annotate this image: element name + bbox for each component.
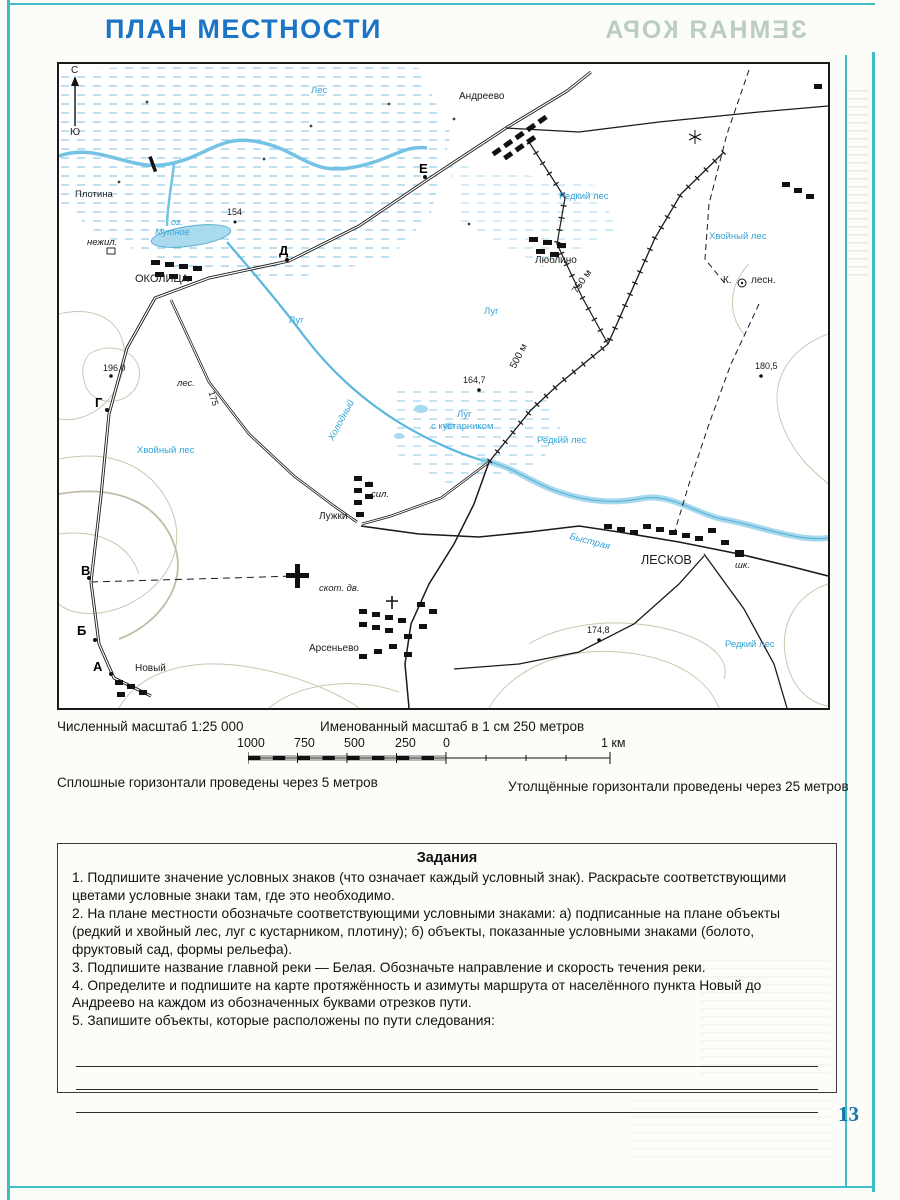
map-label: 750 м [570, 267, 595, 296]
map-label: 175 [206, 389, 221, 408]
map-label: В [81, 563, 91, 578]
map-label: Редкий лес [559, 191, 609, 202]
tasks-heading: Задания [416, 850, 478, 866]
map-label: Луг [484, 306, 499, 317]
map-label: Д [279, 243, 289, 258]
map-label: лес. [177, 378, 195, 389]
bleed-through-strip [846, 90, 868, 280]
task-item: 4. Определите и подпишите на карте протяжённость и азимуты маршрута от населённого пункта Новый до Андреево на каждом из обозначенных буквами отрезков пути. [72, 977, 762, 1011]
map-label: 174,8 [587, 625, 610, 635]
map-label: Люблино [535, 255, 577, 266]
frame-right-outer [872, 52, 875, 1192]
bold-contours-note: Утолщённые горизонтали проведены через 25 метров [508, 779, 849, 794]
scale-bar [248, 752, 618, 766]
map-label: сил. [371, 489, 390, 500]
map-label: оз. [171, 217, 183, 227]
bleed-through-title: ЗЕМНАЯ КОРА [603, 16, 807, 44]
task-item: 1. Подпишите значение условных знаков (что означает каждый условный знак). Раскрасьте соответствующими цветами условные знаки там, где это необходимо. [72, 870, 787, 903]
map-label: Новый [135, 663, 166, 674]
named-scale-label: Именованный масштаб в 1 см 250 метров [320, 719, 585, 734]
map-label: Лужки [319, 511, 348, 522]
answer-line [76, 1044, 818, 1067]
map-label: Арсеньево [309, 643, 359, 654]
map-label: Б [77, 623, 87, 638]
frame-left [7, 0, 10, 1200]
frame-bottom [7, 1186, 875, 1188]
task-list [72, 869, 822, 1030]
map-label: скот. дв. [319, 583, 360, 594]
frame-top [7, 3, 875, 5]
page-title: ПЛАН МЕСТНОСТИ [105, 14, 382, 44]
map-label: К. [723, 275, 732, 286]
frame-right-inner [845, 55, 847, 1187]
task-item: 5. Запишите объекты, которые расположены по пути следования: [72, 1013, 495, 1029]
map-label: 164,7 [463, 375, 486, 385]
map-label: 154 [227, 207, 243, 217]
scale-bar-number: 250 [395, 736, 416, 750]
map-label: Е [419, 161, 428, 176]
map-label: Луг [289, 315, 304, 326]
map-label: ЛЕСКОВ [641, 553, 692, 567]
numeric-scale-label: Численный масштаб 1:25 000 [57, 719, 244, 734]
map-label: Мутное [155, 227, 190, 237]
tasks-box [57, 843, 837, 1093]
map-label: Лес [311, 85, 328, 96]
scale-bar-number: 750 [294, 736, 315, 750]
map-label: лесн. [751, 275, 776, 286]
map-label: шк. [735, 560, 751, 571]
scale-bar-number: 1 км [601, 736, 626, 750]
map-label: 500 м [508, 342, 530, 371]
map-label: Редкий лес [537, 435, 587, 446]
map-label: 196,0 [103, 363, 126, 373]
task-item: 2. На плане местности обозначьте соответствующими условными знаками: а) подписанные на плане объекты (редкий и хвойный лес, луг с кустарником, плотину); б) объекты, показанные условными знаками (болото, фруктовый сад, формы рельефа). [72, 905, 781, 957]
scale-bar-number: 500 [344, 736, 365, 750]
map-label: с кустарником [431, 421, 494, 432]
map-label: Плотина [75, 189, 113, 200]
map-label: Холодный [326, 398, 357, 443]
solid-contours-note: Сплошные горизонтали проведены через 5 метров [57, 775, 378, 790]
topographic-map [57, 62, 830, 710]
map-label: С [71, 65, 79, 76]
map-label: Редкий лес [725, 639, 775, 650]
map-label: нежил. [87, 237, 118, 248]
map-label: Ю [70, 127, 81, 138]
map-label: А [93, 659, 103, 674]
page-number: 13 [838, 1102, 859, 1126]
answer-line [76, 1067, 818, 1090]
map-label: Луг [457, 409, 472, 420]
map-label: Г [95, 395, 103, 410]
answer-line [76, 1090, 818, 1113]
map-label: Хвойный лес [709, 231, 767, 242]
map-label: 180,5 [755, 361, 778, 371]
map-labels-layer [59, 64, 828, 708]
map-label: Хвойный лес [137, 445, 195, 456]
map-label: ОКОЛИЦА [135, 273, 189, 285]
scale-bar-number: 0 [443, 736, 450, 750]
map-label: Быстрая [568, 531, 612, 553]
map-label: Андреево [459, 91, 505, 102]
task-item: 3. Подпишите название главной реки — Белая. Обозначьте направление и скорость течения реки. [72, 959, 706, 975]
scale-bar-number: 1000 [237, 736, 265, 750]
